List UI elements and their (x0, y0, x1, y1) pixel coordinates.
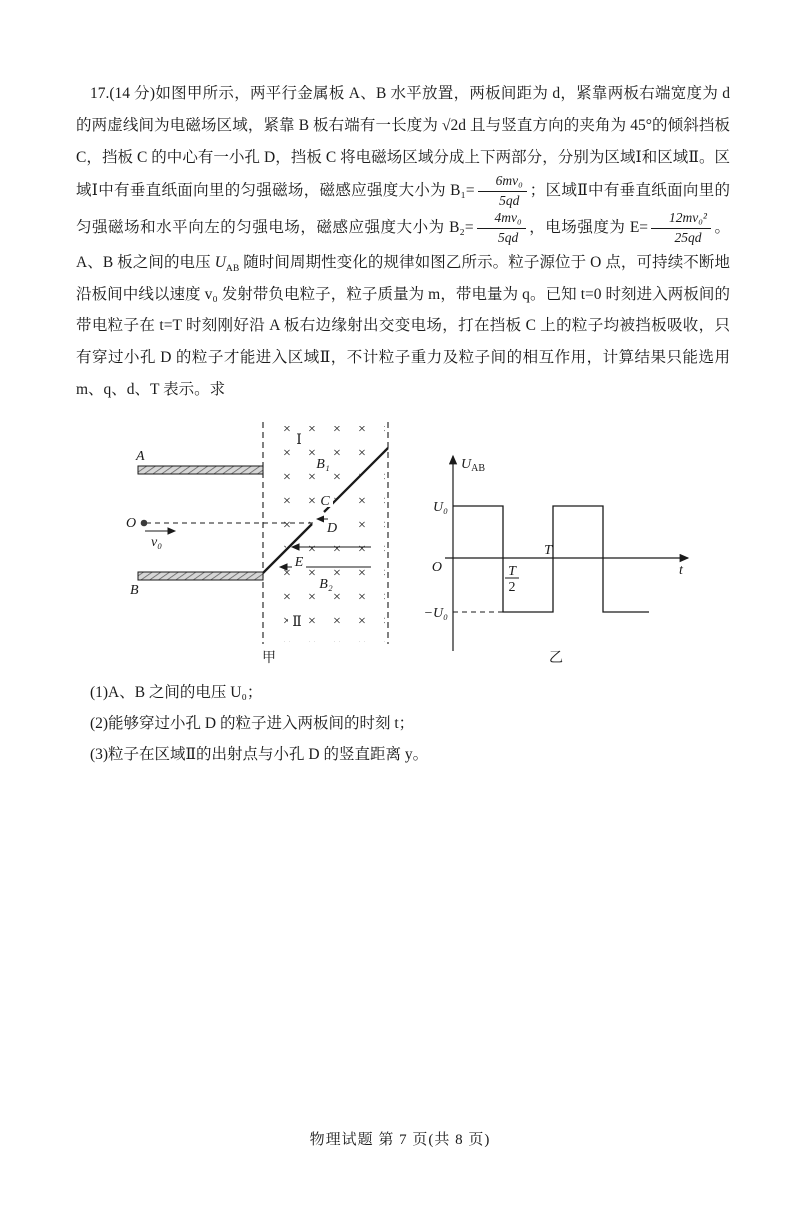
t-half-numerator: T (508, 563, 516, 579)
region-2-label: Ⅱ (292, 614, 302, 630)
d-label: D (326, 520, 338, 536)
o-label: O (126, 515, 137, 531)
region-1-label: Ⅰ (296, 432, 302, 448)
e-numerator: 12mv₀² (651, 210, 711, 229)
plate-b-label: B (130, 582, 139, 598)
question-2: (2)能够穿过小孔 D 的粒子进入两板间的时刻 t； (89, 714, 415, 732)
b2-denominator: 5qd (497, 229, 519, 245)
b2-numerator: 4mv₀ (477, 210, 526, 229)
b2-label: B₂ (319, 576, 333, 592)
b1-label: B₁ (316, 456, 330, 472)
t-tick-label: T (544, 542, 552, 558)
plate-a-bar (138, 466, 263, 474)
neg-u0-tick-label: −U₀ (423, 605, 448, 621)
y-axis-label-sub: AB (471, 462, 486, 474)
problem-statement (76, 78, 730, 406)
x-axis-label: t (679, 562, 683, 578)
plate-a-label: A (136, 448, 145, 464)
uab-base: U (214, 253, 226, 271)
u0-tick-label: U₀ (433, 499, 448, 515)
y-axis-label (461, 457, 485, 474)
caption-jia: 甲 (262, 650, 276, 666)
sub-questions (76, 677, 730, 770)
caption-yi: 乙 (549, 650, 563, 666)
intro-seg-2: ；区域Ⅱ中有垂直纸面向里的匀强磁场和水平向左的匀强电场，磁感应强度大小为 B₂= (76, 182, 730, 236)
uab-square-waveform (453, 506, 649, 612)
page-footer: 物理试题 第 7 页(共 8 页) (309, 1132, 491, 1148)
plate-b-bar (138, 572, 263, 580)
plate-b (130, 572, 263, 598)
figure-jia-and-yi (78, 416, 778, 668)
formula-e-fraction (651, 210, 711, 247)
intro-seg-3: ，电场强度为 E= (528, 218, 649, 236)
graph-origin-label: O (431, 559, 442, 575)
e-label: E (294, 554, 304, 570)
v0-label: v₀ (151, 534, 163, 550)
b1-numerator: 6mv₀ (478, 173, 527, 192)
intro-seg-5: 随时间周期性变化的规律如图乙所示。粒子源位于 O 点，可持续不断地沿板间中线以速度 v₀ 发射带负电粒子，粒子质量为 m，带电量为 q。已知 t=0 时刻进入两板间的带电粒子在 t=T 时刻刚好沿 A 板右边缘射出交变电场，打在挡板 C 上的粒子均被挡板吸收，只有穿过小孔 D 的粒子才能进入区域Ⅱ，不计粒子重力及粒子间的相互作用，计算结果只能选用 m、q、d、T 表示。求 (76, 253, 730, 398)
formula-b1-fraction (478, 173, 527, 210)
c-label: C (320, 493, 330, 509)
intro-seg-4: 。A、B 板之间的电压 (76, 218, 730, 271)
e-denominator: 25qd (674, 229, 702, 245)
uab-subscript: AB (225, 262, 240, 274)
b1-denominator: 5qd (499, 193, 520, 209)
uab-symbol (214, 253, 240, 274)
question-1: (1)A、B 之间的电压 U₀； (89, 683, 263, 701)
figure-block (78, 416, 730, 673)
formula-b2-fraction (477, 210, 526, 247)
plate-a (135, 449, 263, 474)
intro-seg-1: 17.(14 分)如图甲所示，两平行金属板 A、B 水平放置，两板间距为 d，紧靠两板右端宽度为 d 的两虚线间为电磁场区域，紧靠 B 板右端有一长度为 √2d 且与竖直方向的夹角为 45°的倾斜挡板 C，挡板 C 的中心有一小孔 D，挡板 C 将电磁场区域分成上下两部分，分别为区域Ⅰ和区域Ⅱ。区域Ⅰ中有垂直纸面向里的匀强磁场，磁感应强度大小为 B₁= (76, 85, 730, 200)
particle-source-o-dot (141, 519, 148, 526)
y-axis-label-base: U (461, 456, 472, 472)
uab-t-graph (424, 456, 688, 651)
t-half-denominator: 2 (508, 579, 516, 595)
question-3: (3)粒子在区域Ⅱ的出射点与小孔 D 的竖直距离 y。 (89, 745, 429, 763)
